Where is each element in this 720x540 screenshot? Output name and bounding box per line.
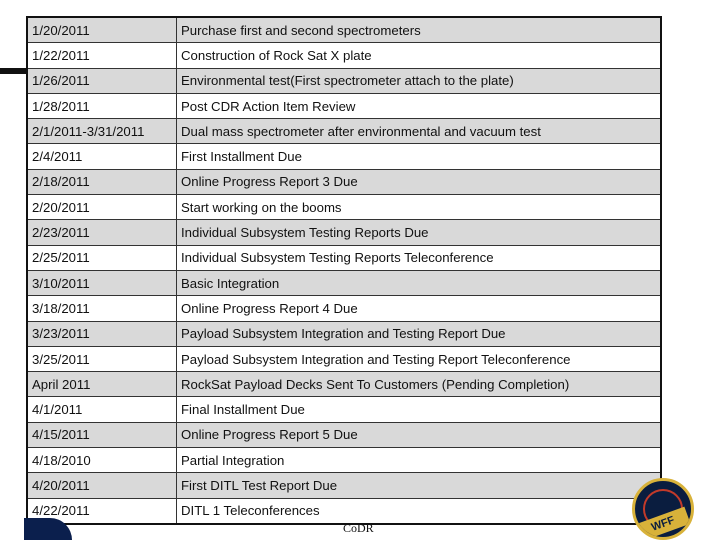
- row-date: 4/22/2011: [27, 498, 177, 524]
- schedule-table-body: [27, 17, 661, 524]
- table-row: [27, 245, 661, 270]
- row-task: Final Installment Due: [177, 397, 662, 422]
- row-task: Environmental test(First spectrometer attach to the plate): [177, 68, 662, 93]
- row-task: First DITL Test Report Due: [177, 473, 662, 498]
- row-date: 2/18/2011: [27, 169, 177, 194]
- table-row: [27, 321, 661, 346]
- table-row: [27, 372, 661, 397]
- footer-label: CoDR: [343, 521, 374, 535]
- row-task: Start working on the booms: [177, 195, 662, 220]
- row-task: Payload Subsystem Integration and Testing Report Due: [177, 321, 662, 346]
- table-row: [27, 68, 661, 93]
- row-task: Dual mass spectrometer after environmental and vacuum test: [177, 119, 662, 144]
- table-row: [27, 448, 661, 473]
- row-date: 4/18/2010: [27, 448, 177, 473]
- row-date: 4/20/2011: [27, 473, 177, 498]
- row-task: Payload Subsystem Integration and Testing Report Teleconference: [177, 346, 662, 371]
- row-date: 3/25/2011: [27, 346, 177, 371]
- table-row: [27, 144, 661, 169]
- table-row: [27, 93, 661, 118]
- row-date: April 2011: [27, 372, 177, 397]
- row-date: 4/1/2011: [27, 397, 177, 422]
- row-date: 2/25/2011: [27, 245, 177, 270]
- row-date: 1/22/2011: [27, 43, 177, 68]
- row-date: 1/28/2011: [27, 93, 177, 118]
- table-row: [27, 43, 661, 68]
- table-row: [27, 169, 661, 194]
- row-task: First Installment Due: [177, 144, 662, 169]
- row-date: 2/23/2011: [27, 220, 177, 245]
- table-row: [27, 473, 661, 498]
- logo-text: WFF: [635, 507, 690, 540]
- row-date: 3/10/2011: [27, 270, 177, 295]
- table-row: [27, 119, 661, 144]
- table-row: [27, 346, 661, 371]
- row-date: 4/15/2011: [27, 422, 177, 447]
- row-date: 1/26/2011: [27, 68, 177, 93]
- row-date: 3/18/2011: [27, 296, 177, 321]
- wff-logo: [632, 478, 694, 540]
- row-task: Online Progress Report 4 Due: [177, 296, 662, 321]
- row-task: Purchase first and second spectrometers: [177, 17, 662, 43]
- row-date: 2/1/2011-3/31/2011: [27, 119, 177, 144]
- row-task: DITL 1 Teleconferences: [177, 498, 662, 524]
- row-task: Online Progress Report 3 Due: [177, 169, 662, 194]
- schedule-table: [26, 16, 662, 525]
- row-task: Basic Integration: [177, 270, 662, 295]
- table-row: [27, 220, 661, 245]
- table-row: [27, 17, 661, 43]
- row-date: 2/20/2011: [27, 195, 177, 220]
- table-row: [27, 296, 661, 321]
- row-task: RockSat Payload Decks Sent To Customers (Pending Completion): [177, 372, 662, 397]
- row-date: 3/23/2011: [27, 321, 177, 346]
- table-row: [27, 397, 661, 422]
- table-row: [27, 270, 661, 295]
- table-row: [27, 422, 661, 447]
- row-task: Online Progress Report 5 Due: [177, 422, 662, 447]
- row-task: Individual Subsystem Testing Reports Due: [177, 220, 662, 245]
- table-row: [27, 195, 661, 220]
- row-date: 1/20/2011: [27, 17, 177, 43]
- row-date: 2/4/2011: [27, 144, 177, 169]
- row-task: Individual Subsystem Testing Reports Teleconference: [177, 245, 662, 270]
- row-task: Post CDR Action Item Review: [177, 93, 662, 118]
- row-task: Construction of Rock Sat X plate: [177, 43, 662, 68]
- row-task: Partial Integration: [177, 448, 662, 473]
